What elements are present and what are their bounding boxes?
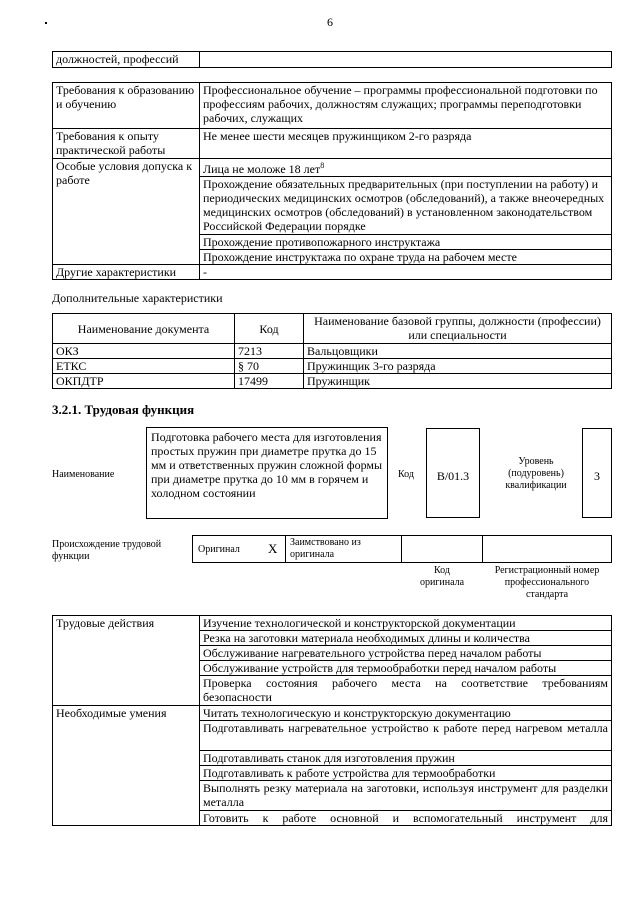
function-name-box: Подготовка рабочего места для изготовления простых пружин при диаметре прутка до 15 мм и ответственных пружин сложной формы при диаметре прутка до 10 мм в горячем и холодном состоянии xyxy=(146,427,388,519)
req-experience-value: Не менее шести месяцев пружинщиком 2-го разряда xyxy=(200,129,612,159)
req-experience-label: Требования к опыту практической работы xyxy=(53,129,200,159)
req-other-value: - xyxy=(200,265,612,280)
function-code-box: B/01.3 xyxy=(426,428,480,518)
table-row xyxy=(53,359,612,374)
additional-cell: 7213 xyxy=(235,344,304,359)
action-item: Обслуживание нагревательного устройства перед началом работы xyxy=(200,646,612,661)
borrowed-label: Заимствовано из оригинала xyxy=(290,537,361,560)
origin-divider xyxy=(482,535,483,563)
action-item: Проверка состояния рабочего места на соответствие требованиям безопасности xyxy=(200,676,612,706)
additional-header-code: Код xyxy=(235,314,304,344)
function-heading: 3.2.1. Трудовая функция xyxy=(52,402,195,417)
reg-number-caption: Регистрационный номер профессионального стандарта xyxy=(494,565,600,600)
req-education-value: Профессиональное обучение – программы профессиональной подготовки по профессиям рабочих, должностям служащих; программы переподготовки рабочих, служащих xyxy=(200,83,612,129)
origin-divider xyxy=(285,535,286,563)
origin-label: Происхождение трудовой функции xyxy=(52,539,162,562)
action-item: Резка на заготовки материала необходимых длины и количества xyxy=(200,631,612,646)
req-conditions-fire: Прохождение противопожарного инструктажа xyxy=(200,235,612,250)
additional-cell: ЕТКС xyxy=(53,359,235,374)
origin-divider xyxy=(401,535,402,563)
additional-title: Дополнительные характеристики xyxy=(52,291,223,305)
actions-skills-table xyxy=(52,615,612,826)
additional-cell: § 70 xyxy=(235,359,304,374)
original-mark: X xyxy=(268,541,278,556)
original-label: Оригинал xyxy=(198,544,240,555)
function-name-label: Наименование xyxy=(52,469,115,480)
skill-item: Читать технологическую и конструкторскую документацию xyxy=(200,706,612,721)
action-item: Обслуживание устройств для термообработки перед началом работы xyxy=(200,661,612,676)
skills-label: Необходимые умения xyxy=(53,706,200,826)
table-row xyxy=(53,344,612,359)
req-other-label: Другие характеристики xyxy=(53,265,200,280)
skill-item: Выполнять резку материала на заготовки, используя инструмент для разделки металла xyxy=(200,781,612,811)
page-number: 6 xyxy=(327,15,333,29)
additional-cell: ОКЗ xyxy=(53,344,235,359)
additional-cell: 17499 xyxy=(235,374,304,389)
additional-header-doc: Наименование документа xyxy=(53,314,235,344)
skill-item: Подготавливать к работе устройства для термообработки xyxy=(200,766,612,781)
table-row xyxy=(53,374,612,389)
code-original-caption: Код оригинала xyxy=(419,565,465,588)
skill-item: Подготавливать нагревательное устройство к работе перед нагревом металла xyxy=(200,721,612,751)
req-conditions-age xyxy=(200,159,612,177)
additional-cell: Пружинщик xyxy=(304,374,612,389)
req-conditions-label: Особые условия допуска к работе xyxy=(53,159,200,265)
requirements-table xyxy=(52,82,612,280)
top-row-label: должностей, профессий xyxy=(53,52,200,68)
skill-item: Подготавливать станок для изготовления пружин xyxy=(200,751,612,766)
additional-cell: Пружинщик 3-го разряда xyxy=(304,359,612,374)
req-conditions-medical: Прохождение обязательных предварительных (при поступлении на работу) и периодических медицинских осмотров (обследований), а также внеочередных медицинских осмотров (обследований) в установленном законодательством Российской Федерации порядке xyxy=(200,177,612,235)
additional-cell: Вальцовщики xyxy=(304,344,612,359)
function-level-box: 3 xyxy=(582,428,612,518)
req-conditions-age-text: Лица не моложе 18 лет xyxy=(203,162,321,176)
req-education-label: Требования к образованию и обучению xyxy=(53,83,200,129)
function-code-label: Код xyxy=(398,469,414,480)
req-conditions-safety: Прохождение инструктажа по охране труда на рабочем месте xyxy=(200,250,612,265)
top-row-value xyxy=(200,52,612,68)
function-level-label: Уровень (подуровень) квалификации xyxy=(505,456,567,491)
actions-label: Трудовые действия xyxy=(53,616,200,706)
additional-table xyxy=(52,313,612,389)
origin-table xyxy=(192,535,612,563)
scan-dot xyxy=(45,22,47,24)
additional-header-name: Наименование базовой группы, должности (профессии) или специальности xyxy=(304,314,612,344)
top-row-table xyxy=(52,51,612,68)
footnote-mark: 8 xyxy=(320,161,325,170)
action-item: Изучение технологической и конструкторской документации xyxy=(200,616,612,631)
skill-item: Готовить к работе основной и вспомогательный инструмент для xyxy=(200,811,612,826)
additional-cell: ОКПДТР xyxy=(53,374,235,389)
